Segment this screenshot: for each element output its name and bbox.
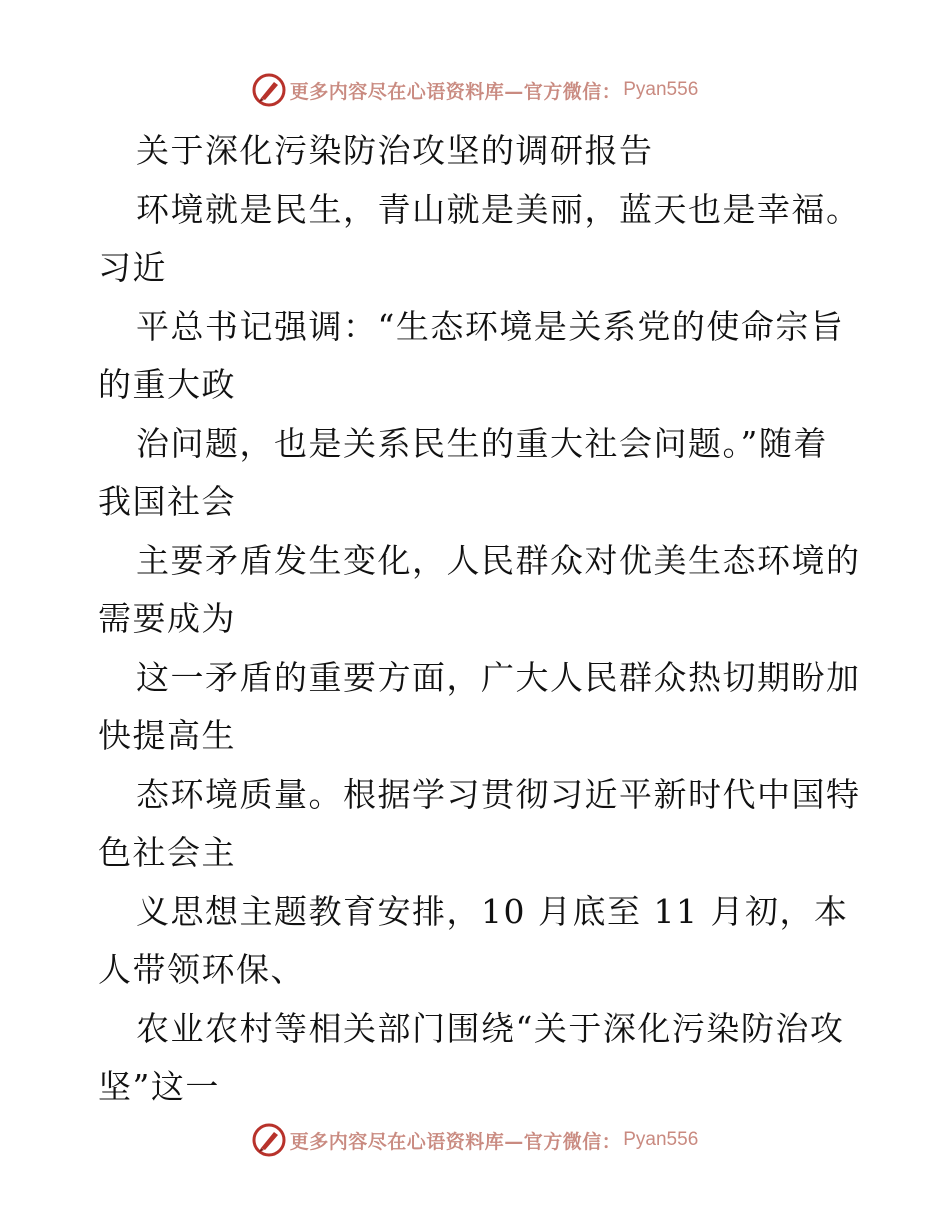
text-line: 需要成为 <box>98 599 236 638</box>
text-line: 农业农村等相关部门围绕“关于深化污染防治攻 <box>136 1008 845 1048</box>
document-title: 关于深化污染防治攻坚的调研报告 <box>136 131 654 170</box>
text-line: 环境就是民生，青山就是美丽，蓝天也是幸福。 <box>136 189 861 229</box>
text-line: 的重大政 <box>98 365 236 404</box>
text-line: 坚”这一 <box>98 1067 220 1106</box>
footer-wechat-id: Pyan556 <box>623 1129 699 1150</box>
text-line: 治问题，也是关系民生的重大社会问题。”随着 <box>136 423 828 463</box>
text-line: 这一矛盾的重要方面，广大人民群众热切期盼加 <box>136 657 861 697</box>
text-line: 人带领环保、 <box>98 950 305 989</box>
footer-watermark <box>0 1120 950 1160</box>
text-line: 快提高生 <box>98 716 236 755</box>
header-wechat-id: Pyan556 <box>623 79 699 100</box>
document-body <box>98 122 861 1117</box>
header-watermark-text: 更多内容尽在心语资料库—官方微信： <box>289 80 622 103</box>
text-line: 主要矛盾发生变化，人民群众对优美生态环境的 <box>136 540 861 580</box>
footer-watermark-text: 更多内容尽在心语资料库—官方微信： <box>289 1130 622 1153</box>
red-pen-logo-icon <box>252 1123 286 1157</box>
text-line: 我国社会 <box>98 482 236 521</box>
text-line: 习近 <box>98 248 167 287</box>
text-line: 色社会主 <box>98 833 236 872</box>
red-pen-logo-icon <box>252 73 286 107</box>
header-watermark <box>0 70 950 110</box>
text-line: 义思想主题教育安排，10 月底至 11 月初，本 <box>136 891 849 931</box>
text-line: 平总书记强调：“生态环境是关系党的使命宗旨 <box>136 306 845 346</box>
text-line: 态环境质量。根据学习贯彻习近平新时代中国特 <box>136 774 861 814</box>
